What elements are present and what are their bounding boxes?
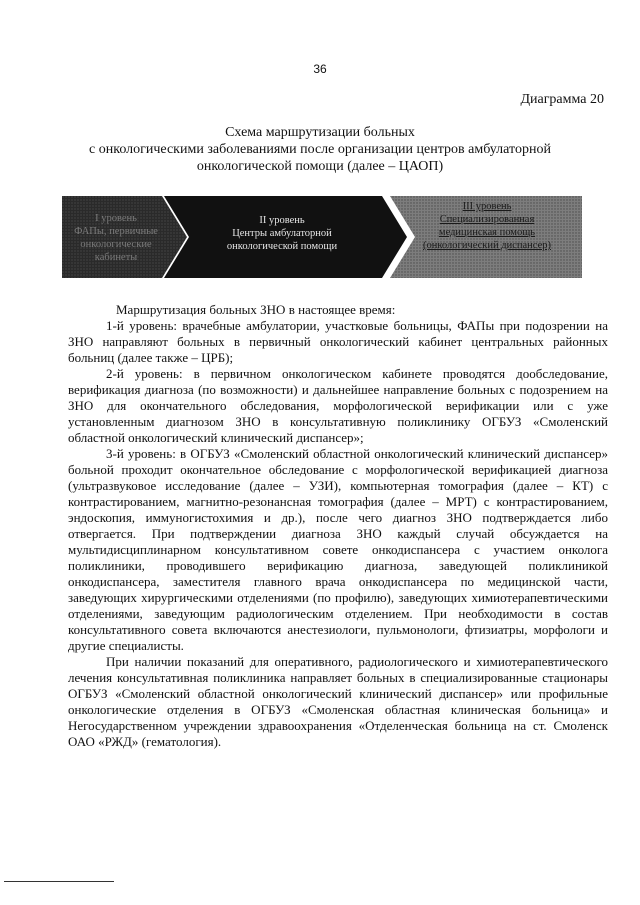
title-line-1: Схема маршрутизации больных [225,125,415,140]
level1-label [66,212,166,264]
diagram-label: Диаграмма 20 [520,92,604,107]
level1-text: I уровень ФАПы, первичные онкологические кабинеты [74,213,158,263]
level2-text: II уровень Центры амбулаторной онкологической помощи [226,215,338,252]
title-line-2: с онкологическими заболеваниями после организации центров амбулаторной [89,142,551,157]
paragraph-3: 2-й уровень: в первичном онкологическом кабинете проводятся дообследование, верификация диагноза (по возможности) и дальнейшее направление больных с подозрением на ЗНО для окончательного обследования, морфологической верификации или с уже установленным диагнозом ЗНО в консультативную поликлинику ОГБУЗ «Смоленский областной онкологический клинический диспансер»; [68,366,608,445]
routing-diagram [62,196,582,278]
level2-label [202,214,362,253]
body-text [68,302,608,750]
level3-label [412,200,562,252]
page-number: 36 [313,62,327,76]
paragraph-2: 1-й уровень: врачебные амбулатории, участковые больницы, ФАПы при подозрении на ЗНО направляют больных в первичный онкологический кабинет центральных районных больниц (далее также – ЦРБ); [68,318,608,365]
level3-text: III уровень Специализированная медицинская помощь (онкологический диспансер) [422,201,551,251]
footnote-divider [4,881,114,882]
title-line-3: онкологической помощи (далее – ЦАОП) [196,159,444,174]
paragraph-1: Маршрутизация больных ЗНО в настоящее время: [116,302,396,317]
document-title [60,124,580,175]
paragraph-5: При наличии показаний для оперативного, радиологического и химиотерапевтического лечения консультативная поликлиника направляет больных в специализированные стационары ОГБУЗ «Смоленский областной онкологический клинический диспансер» или профильные онкологические отделения в ОГБУЗ «Смоленская областная клиническая больница» и Негосударственном учреждении здравоохранения «Отделенческая больница на ст. Смоленск ОАО «РЖД» (гематология). [68,654,608,749]
paragraph-4: 3-й уровень: в ОГБУЗ «Смоленский областной онкологический клинический диспансер» больной проходит окончательное обследование с морфологической верификацией диагноза (ультразвуковое исследование (далее – УЗИ), компьютерная томография (далее – КТ) с контрастированием, магнитно-резонансная томография (далее – МРТ) с контрастированием, эндоскопия, иммуногистохимия и др.), после чего диагноз ЗНО подтверждается либо отвергается. При подтверждении диагноза ЗНО каждый случай обсуждается на мультидисциплинарном консультативном совете онкодиспансера с участием онколога поликлиники, проводившего верификацию диагноза, заведующей поликлиникой онкодиспансера, заместителя главного врача онкодиспансера по медицинской части, заведующих хирургическими отделениями (по профилю), заведующих химиотерапевтическими отделениями, заведующим радиологическим отделением. При необходимости в состав консультативного совета включаются анестезиологи, пульмонологи, фтизиатры, морфологи и другие специалисты. [68,446,608,653]
